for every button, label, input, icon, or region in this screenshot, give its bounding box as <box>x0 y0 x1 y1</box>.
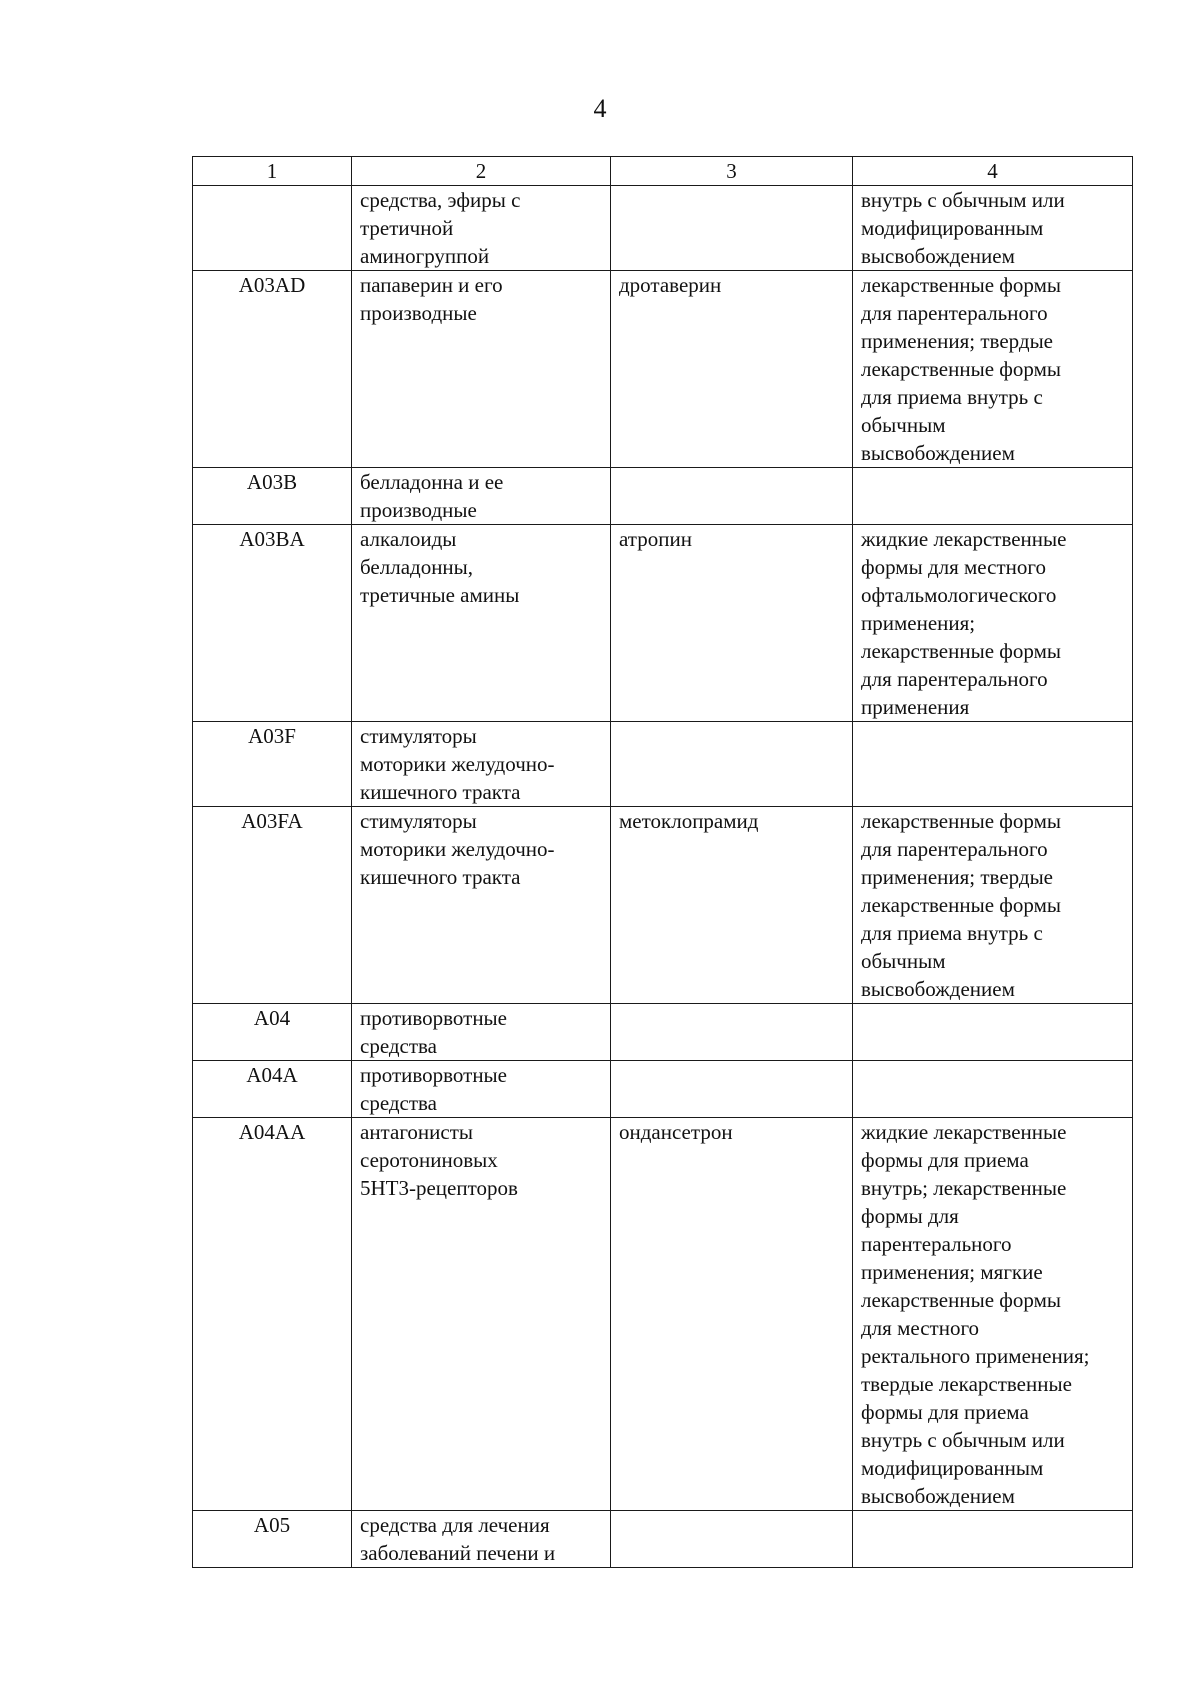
cell-drug-name <box>611 1061 853 1118</box>
cell-text-line: применения; <box>861 611 976 635</box>
cell-dosage-forms <box>853 1511 1133 1568</box>
page-number: 4 <box>593 94 607 123</box>
cell-dosage-forms <box>853 1061 1133 1118</box>
table-row <box>193 1004 1133 1061</box>
cell-text-line: для парентерального <box>861 667 1048 691</box>
cell-text-line: для приема внутрь с <box>861 385 1043 409</box>
cell-text-line: 5HT3-рецепторов <box>360 1176 518 1200</box>
cell-text-line: кишечного тракта <box>360 865 521 889</box>
header-cell-3: 3 <box>611 157 853 186</box>
header-cell-1: 1 <box>193 157 352 186</box>
cell-text-line: обычным <box>861 413 946 437</box>
cell-drug-name <box>611 807 853 1004</box>
cell-dosage-forms <box>853 525 1133 722</box>
cell-text-line: моторики желудочно- <box>360 752 555 776</box>
cell-text-line: стимуляторы <box>360 724 477 748</box>
cell-text-line: применения; твердые <box>861 329 1053 353</box>
cell-drug-name <box>611 525 853 722</box>
cell-text-line: ондансетрон <box>619 1120 733 1144</box>
cell-text-line: противорвотные <box>360 1006 507 1030</box>
cell-text-line: серотониновых <box>360 1148 498 1172</box>
cell-drug-name <box>611 1004 853 1061</box>
cell-group-name <box>352 1118 611 1511</box>
cell-text-line: противорвотные <box>360 1063 507 1087</box>
cell-text-line: жидкие лекарственные <box>861 527 1067 551</box>
cell-text-line: модифицированным <box>861 1456 1044 1480</box>
cell-text-line: лекарственные формы <box>861 273 1061 297</box>
cell-text-line: парентерального <box>861 1232 1012 1256</box>
cell-dosage-forms <box>853 186 1133 271</box>
cell-dosage-forms <box>853 807 1133 1004</box>
cell-atc-code: A04 <box>193 1004 352 1061</box>
cell-drug-name <box>611 1511 853 1568</box>
header-cell-4: 4 <box>853 157 1133 186</box>
cell-text-line: применения <box>861 695 970 719</box>
cell-text-line: внутрь с обычным или <box>861 188 1065 212</box>
cell-text-line: стимуляторы <box>360 809 477 833</box>
header-cell-2: 2 <box>352 157 611 186</box>
cell-text-line: моторики желудочно- <box>360 837 555 861</box>
cell-text-line: формы для местного <box>861 555 1046 579</box>
cell-dosage-forms <box>853 722 1133 807</box>
cell-text-line: для местного <box>861 1316 980 1340</box>
cell-group-name <box>352 1061 611 1118</box>
cell-text-line: аминогруппой <box>360 244 490 268</box>
cell-text-line: высвобождением <box>861 1484 1015 1508</box>
table-row <box>193 525 1133 722</box>
table-row <box>193 468 1133 525</box>
cell-atc-code: A03FA <box>193 807 352 1004</box>
cell-atc-code: A04A <box>193 1061 352 1118</box>
cell-text-line: высвобождением <box>861 441 1015 465</box>
cell-text-line: применения; твердые <box>861 865 1053 889</box>
table-row <box>193 807 1133 1004</box>
cell-text-line: формы для приема <box>861 1400 1029 1424</box>
cell-dosage-forms <box>853 1118 1133 1511</box>
cell-text-line: средства, эфиры с <box>360 188 521 212</box>
cell-atc-code: A03AD <box>193 271 352 468</box>
cell-atc-code <box>193 186 352 271</box>
cell-group-name <box>352 722 611 807</box>
table-row <box>193 186 1133 271</box>
table-row <box>193 722 1133 807</box>
cell-group-name <box>352 525 611 722</box>
table-row <box>193 1511 1133 1568</box>
cell-group-name <box>352 271 611 468</box>
cell-drug-name <box>611 468 853 525</box>
cell-text-line: белладонна и ее <box>360 470 504 494</box>
table-row <box>193 1118 1133 1511</box>
cell-group-name <box>352 807 611 1004</box>
cell-text-line: офтальмологического <box>861 583 1057 607</box>
cell-text-line: алкалоиды <box>360 527 457 551</box>
cell-atc-code: A03F <box>193 722 352 807</box>
cell-atc-code: A03B <box>193 468 352 525</box>
cell-text-line: дротаверин <box>619 273 722 297</box>
table-header-row <box>193 157 1133 186</box>
cell-text-line: лекарственные формы <box>861 809 1061 833</box>
table-row <box>193 271 1133 468</box>
cell-text-line: внутрь с обычным или <box>861 1428 1065 1452</box>
cell-text-line: применения; мягкие <box>861 1260 1043 1284</box>
cell-atc-code: A05 <box>193 1511 352 1568</box>
table-row <box>193 1061 1133 1118</box>
cell-text-line: для парентерального <box>861 301 1048 325</box>
cell-group-name <box>352 468 611 525</box>
cell-text-line: модифицированным <box>861 216 1044 240</box>
cell-dosage-forms <box>853 271 1133 468</box>
cell-text-line: заболеваний печени и <box>360 1541 556 1565</box>
cell-text-line: формы для <box>861 1204 959 1228</box>
cell-text-line: антагонисты <box>360 1120 473 1144</box>
cell-atc-code: A03BA <box>193 525 352 722</box>
cell-text-line: высвобождением <box>861 244 1015 268</box>
cell-group-name <box>352 1511 611 1568</box>
cell-text-line: высвобождением <box>861 977 1015 1001</box>
cell-text-line: формы для приема <box>861 1148 1029 1172</box>
cell-text-line: белладонны, <box>360 555 474 579</box>
cell-text-line: ректального применения; <box>861 1344 1090 1368</box>
cell-text-line: лекарственные формы <box>861 893 1061 917</box>
cell-drug-name <box>611 186 853 271</box>
cell-text-line: лекарственные формы <box>861 1288 1061 1312</box>
cell-drug-name <box>611 271 853 468</box>
cell-text-line: третичной <box>360 216 454 240</box>
cell-text-line: папаверин и его <box>360 273 503 297</box>
cell-text-line: кишечного тракта <box>360 780 521 804</box>
cell-text-line: метоклопрамид <box>619 809 759 833</box>
cell-text-line: жидкие лекарственные <box>861 1120 1067 1144</box>
cell-text-line: для приема внутрь с <box>861 921 1043 945</box>
cell-group-name <box>352 1004 611 1061</box>
cell-text-line: лекарственные формы <box>861 639 1061 663</box>
cell-text-line: лекарственные формы <box>861 357 1061 381</box>
cell-text-line: третичные амины <box>360 583 520 607</box>
cell-text-line: внутрь; лекарственные <box>861 1176 1067 1200</box>
cell-group-name <box>352 186 611 271</box>
cell-dosage-forms <box>853 468 1133 525</box>
cell-text-line: для парентерального <box>861 837 1048 861</box>
cell-text-line: средства <box>360 1091 438 1115</box>
cell-text-line: производные <box>360 498 477 522</box>
cell-drug-name <box>611 1118 853 1511</box>
cell-atc-code: A04AA <box>193 1118 352 1511</box>
cell-text-line: средства для лечения <box>360 1513 550 1537</box>
cell-text-line: средства <box>360 1034 438 1058</box>
drug-classification-table <box>192 156 1133 1568</box>
cell-text-line: твердые лекарственные <box>861 1372 1072 1396</box>
cell-text-line: атропин <box>619 527 692 551</box>
cell-text-line: обычным <box>861 949 946 973</box>
cell-dosage-forms <box>853 1004 1133 1061</box>
cell-text-line: производные <box>360 301 477 325</box>
cell-drug-name <box>611 722 853 807</box>
